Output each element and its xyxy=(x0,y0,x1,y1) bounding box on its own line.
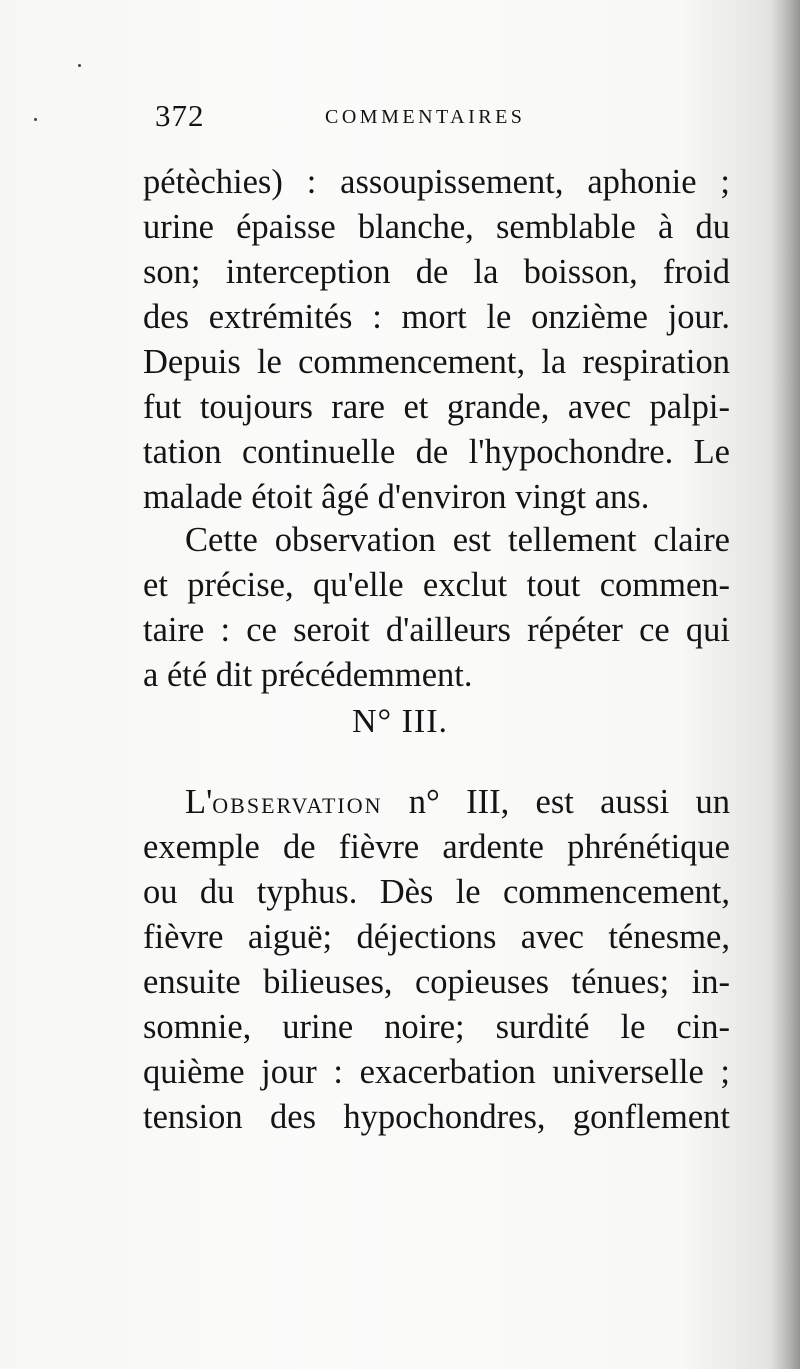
text-line: quième jour : exacerbation universelle ; xyxy=(143,1053,730,1091)
text-line: fut toujours rare et grande, avec palpi- xyxy=(143,388,730,426)
text-line: somnie, urine noire; surdité le cin- xyxy=(143,1008,730,1046)
text-line: des extrémités : mort le onzième jour. xyxy=(143,298,730,336)
text-line: malade étoit âgé d'environ vingt ans. xyxy=(143,478,650,516)
page-number: 372 xyxy=(155,98,205,133)
text-line: Depuis le commencement, la respiration xyxy=(143,343,730,381)
text-line: urine épaisse blanche, semblable à du xyxy=(143,208,730,246)
text-line-first xyxy=(143,780,730,824)
section-title: N° III. xyxy=(351,703,449,740)
text-fragment: n° III, est aussi un xyxy=(382,783,730,821)
text-line: fièvre aiguë; déjections avec ténesme, xyxy=(143,918,730,956)
text-line: a été dit précédemment. xyxy=(143,656,473,694)
running-head: COMMENTAIRES xyxy=(325,106,526,128)
page-header xyxy=(155,98,725,138)
text-line: tation continuelle de l'hypochondre. Le xyxy=(143,433,730,471)
text-line: son; interception de la boisson, froid xyxy=(143,253,730,291)
text-line: Cette observation est tellement claire xyxy=(185,521,730,559)
ink-speck xyxy=(34,118,37,121)
text-line: exemple de fièvre ardente phrénétique xyxy=(143,828,730,866)
text-line: taire : ce seroit d'ailleurs répéter ce qui xyxy=(143,611,730,649)
text-line: ou du typhus. Dès le commencement, xyxy=(143,873,730,911)
page-edge-shadow xyxy=(772,0,800,1369)
text-fragment: L' xyxy=(185,783,213,821)
text-line: et précise, qu'elle exclut tout commen- xyxy=(143,566,730,604)
text-line: tension des hypochondres, gonflement xyxy=(143,1098,730,1136)
text-line: pétèchies) : assoupissement, aphonie ; xyxy=(143,163,730,201)
text-line: ensuite bilieuses, copieuses ténues; in- xyxy=(143,963,730,1001)
smallcaps-word: OBSERVATION xyxy=(212,793,383,818)
ink-speck xyxy=(78,64,81,67)
